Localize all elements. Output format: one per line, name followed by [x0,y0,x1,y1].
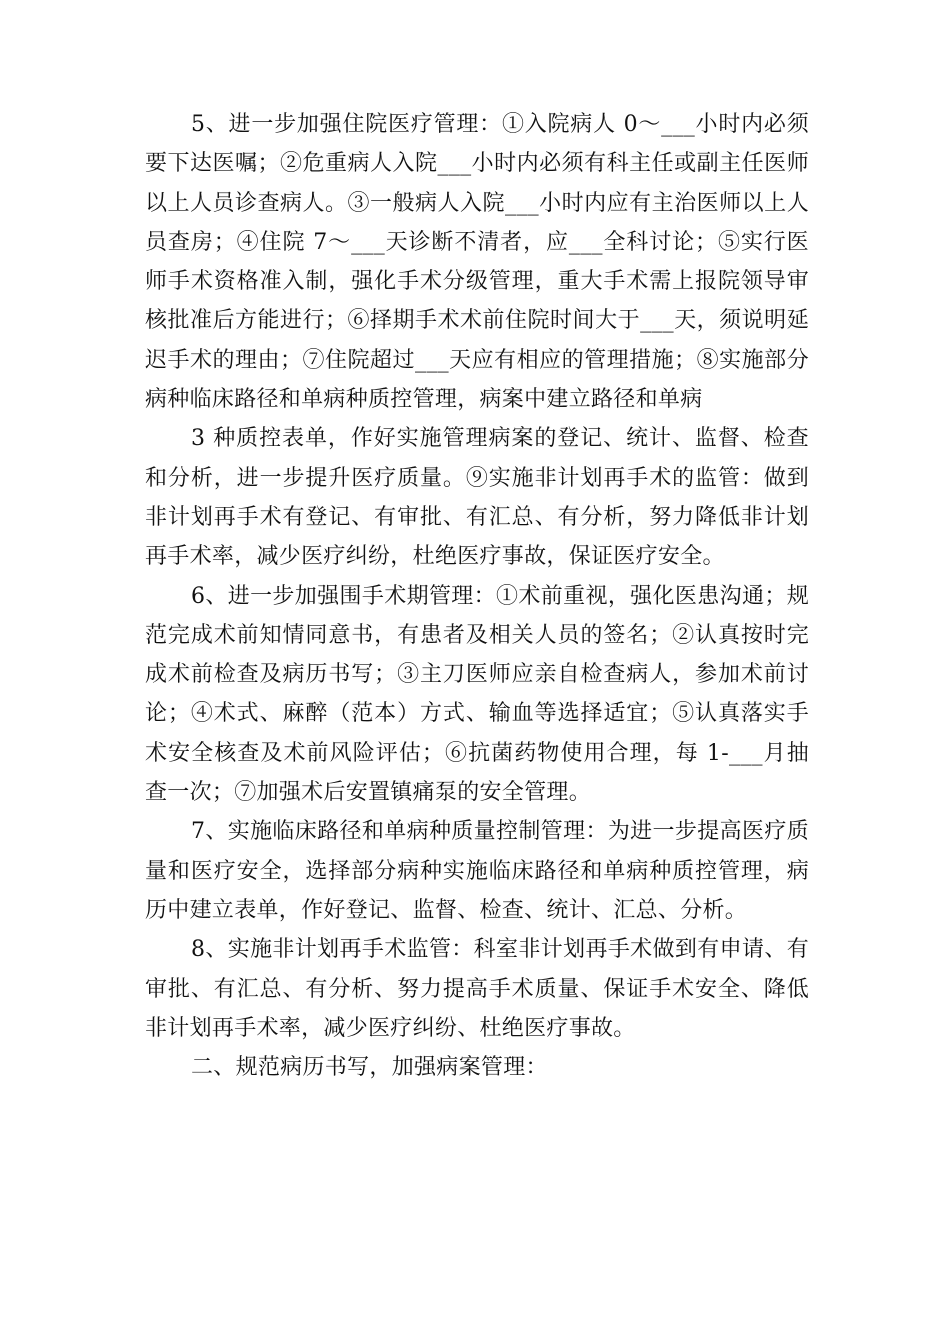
section-heading-medical-records: 二、规范病历书写，加强病案管理： [191,1055,548,1081]
document-page [145,105,809,1087]
paragraph-clinical-pathway: 7、实施临床路径和单病种质量控制管理：为进一步提高医疗质量和医疗安全，选择部分病种实施临床路径和单病种质控管理，病历中建立表单，作好登记、监督、检查、统计、汇总、分析。 [145,819,809,923]
paragraph-perioperative-management: 6、进一步加强围手术期管理：①术前重视，强化医患沟通；规范完成术前知情同意书，有患者及相关人员的签名；②认真按时完成术前检查及病历书写；③主刀医师应亲自检查病人，参加术前讨论；④术式、麻醉（范本）方式、输血等选择适宜；⑤认真落实手术安全核查及术前风险评估；⑥抗菌药物使用合理，每 1-___月抽查一次；⑦加强术后安置镇痛泵的安全管理。 [145,583,809,806]
paragraph-quality-control-forms: 3 种质控表单，作好实施管理病案的登记、统计、监督、检查和分析，进一步提升医疗质量。⑨实施非计划再手术的监管：做到非计划再手术有登记、有审批、有汇总、有分析，努力降低非计划再手术率，减少医疗纠纷，杜绝医疗事故，保证医疗安全。 [145,426,809,570]
paragraph-unplanned-reoperation: 8、实施非计划再手术监管：科室非计划再手术做到有申请、有审批、有汇总、有分析、努力提高手术质量、保证手术安全、降低非计划再手术率，减少医疗纠纷、杜绝医疗事故。 [145,937,809,1041]
paragraph-inpatient-management: 5、进一步加强住院医疗管理：①入院病人 0～___小时内必须要下达医嘱；②危重病人入院___小时内必须有科主任或副主任医师以上人员诊查病人。③一般病人入院___小时内应有主治医师以上人员查房；④住院 7～___天诊断不清者，应___全科讨论；⑤实行医师手术资格准入制，强化手术分级管理，重大手术需上报院领导审核批准后方能进行；⑥择期手术术前住院时间大于___天，须说明延迟手术的理由；⑦住院超过___天应有相应的管理措施；⑧实施部分病种临床路径和单病种质控管理，病案中建立路径和单病 [145,112,809,413]
